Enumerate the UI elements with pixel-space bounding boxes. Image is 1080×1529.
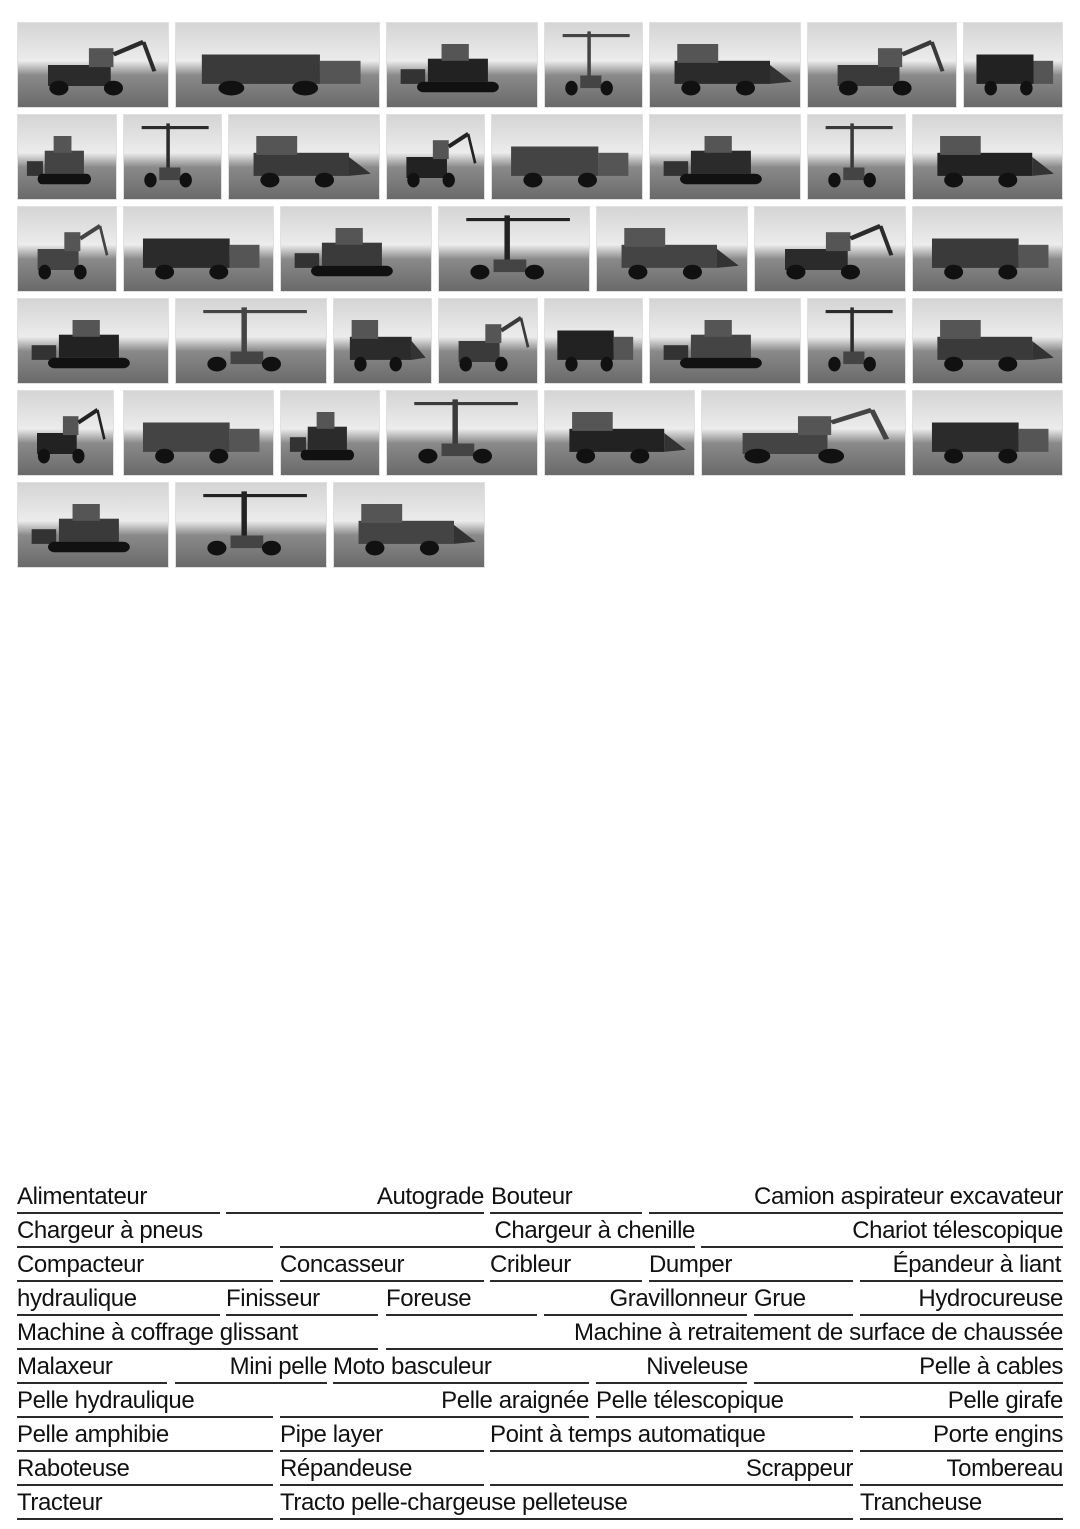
compactor-photo bbox=[123, 114, 222, 200]
index-term: Tombereau bbox=[946, 1455, 1063, 1482]
index-term: Chargeur à pneus bbox=[17, 1217, 203, 1244]
index-rule bbox=[544, 1314, 747, 1316]
index-term: Porte engins bbox=[933, 1421, 1063, 1448]
index-rule bbox=[280, 1246, 695, 1248]
index-rule bbox=[17, 1314, 220, 1316]
trencher-photo bbox=[333, 482, 485, 568]
index-rule bbox=[17, 1382, 167, 1384]
mini-excavator-photo bbox=[912, 206, 1063, 292]
telehandler-photo bbox=[17, 114, 117, 200]
index-term: Concasseur bbox=[280, 1251, 405, 1278]
index-term: Bouteur bbox=[491, 1183, 573, 1210]
crusher-photo bbox=[228, 114, 380, 200]
photo-grid bbox=[0, 0, 1080, 580]
index-rule bbox=[386, 1348, 1063, 1350]
index-term: Autograde bbox=[376, 1183, 484, 1210]
tractor-photo bbox=[17, 482, 169, 568]
index-rule bbox=[280, 1518, 853, 1520]
moto-dumper-photo bbox=[17, 298, 169, 384]
soil-stabilizer-photo bbox=[754, 206, 906, 292]
index-rule bbox=[280, 1280, 484, 1282]
backhoe-loader-photo bbox=[175, 482, 327, 568]
index-term: Hydrocureuse bbox=[918, 1285, 1063, 1312]
index-rule bbox=[280, 1450, 484, 1452]
index-term: Trancheuse bbox=[860, 1489, 982, 1516]
scraper-photo bbox=[701, 390, 906, 476]
index-rule bbox=[17, 1484, 273, 1486]
index-term: Tracto pelle-chargeuse pelleteuse bbox=[280, 1489, 628, 1516]
articulated-dump-truck-photo bbox=[912, 390, 1063, 476]
index-rule bbox=[754, 1382, 1063, 1384]
cold-planer-photo bbox=[386, 390, 538, 476]
index-term: Pelle hydraulique bbox=[17, 1387, 195, 1414]
index-rule bbox=[17, 1348, 378, 1350]
index-term: Pelle à cables bbox=[919, 1353, 1063, 1380]
index-term: Pelle araignée bbox=[441, 1387, 589, 1414]
dumper-truck-photo bbox=[491, 114, 643, 200]
index-term: hydraulique bbox=[17, 1285, 137, 1312]
index-term: Gravillonneur bbox=[609, 1285, 747, 1312]
index-rule bbox=[175, 1382, 327, 1384]
index-rule bbox=[490, 1212, 642, 1214]
index-rule bbox=[860, 1450, 1063, 1452]
index-rule bbox=[860, 1484, 1063, 1486]
index-term: Grue bbox=[754, 1285, 806, 1312]
autograde-machine-photo bbox=[175, 22, 380, 108]
index-rule bbox=[226, 1314, 378, 1316]
index-rule bbox=[860, 1280, 1063, 1282]
spreader-truck-photo bbox=[544, 390, 695, 476]
amphibious-excavator-photo bbox=[912, 298, 1063, 384]
index-term: Dumper bbox=[649, 1251, 732, 1278]
index-rule bbox=[860, 1518, 1063, 1520]
index-rule bbox=[17, 1450, 273, 1452]
index-rule bbox=[17, 1518, 273, 1520]
index-term: Scrappeur bbox=[745, 1455, 853, 1482]
drilling-rig-photo bbox=[912, 114, 1063, 200]
hydraulic-excavator-photo bbox=[438, 298, 538, 384]
index-term: Point à temps automatique bbox=[490, 1421, 766, 1448]
index-term: Raboteuse bbox=[17, 1455, 130, 1482]
index-term: Moto basculeur bbox=[333, 1353, 492, 1380]
index-rule bbox=[280, 1484, 484, 1486]
index-term: Pelle amphibie bbox=[17, 1421, 169, 1448]
index-term: Mini pelle bbox=[229, 1353, 327, 1380]
index-rule bbox=[596, 1382, 747, 1384]
index-term: Compacteur bbox=[17, 1251, 144, 1278]
index-rule bbox=[596, 1416, 853, 1418]
index-rule bbox=[490, 1450, 853, 1452]
bulldozer-photo bbox=[386, 22, 538, 108]
telescopic-excavator-photo bbox=[649, 298, 801, 384]
index-term: Pelle télescopique bbox=[596, 1387, 784, 1414]
wheel-loader-photo bbox=[807, 22, 957, 108]
index-term: Chargeur à chenille bbox=[494, 1217, 695, 1244]
index-term: Machine à retraitement de surface de chaussée bbox=[574, 1319, 1063, 1346]
index-term: Pelle girafe bbox=[947, 1387, 1063, 1414]
index-term: Camion aspirateur excavateur bbox=[754, 1183, 1063, 1210]
index-term: Malaxeur bbox=[17, 1353, 113, 1380]
index-rule bbox=[649, 1212, 1063, 1214]
slipform-machine-photo bbox=[438, 206, 590, 292]
index-term: Machine à coffrage glissant bbox=[17, 1319, 298, 1346]
index-rule bbox=[333, 1382, 589, 1384]
index-term: Foreuse bbox=[386, 1285, 472, 1312]
long-reach-excavator-photo bbox=[807, 298, 906, 384]
pipe-layer-photo bbox=[17, 390, 114, 476]
excavator-photo bbox=[386, 114, 485, 200]
road-recycler-photo bbox=[596, 206, 748, 292]
index-rule bbox=[649, 1280, 853, 1282]
index-rule bbox=[860, 1314, 1063, 1316]
low-loader-trailer-photo bbox=[280, 390, 380, 476]
index-rule bbox=[490, 1280, 642, 1282]
track-loader-photo bbox=[963, 22, 1063, 108]
index-term: Niveleuse bbox=[646, 1353, 748, 1380]
index-rule bbox=[17, 1246, 273, 1248]
index-term: Cribleur bbox=[490, 1251, 571, 1278]
spider-excavator-photo bbox=[544, 298, 643, 384]
hydrocleaning-truck-photo bbox=[280, 206, 432, 292]
motor-grader-photo bbox=[175, 298, 327, 384]
vacuum-excavator-truck-photo bbox=[649, 22, 801, 108]
index-rule bbox=[17, 1416, 273, 1418]
index-rule bbox=[490, 1484, 853, 1486]
index-rule bbox=[701, 1246, 1063, 1248]
index-rule bbox=[754, 1314, 853, 1316]
index-rule bbox=[860, 1416, 1063, 1418]
concrete-mixer-truck-photo bbox=[123, 390, 274, 476]
index-term: Chariot télescopique bbox=[852, 1217, 1063, 1244]
crawler-dozer-photo bbox=[544, 22, 643, 108]
tipper-truck-photo bbox=[17, 206, 117, 292]
index-term: Tracteur bbox=[17, 1489, 103, 1516]
asphalt-paver-photo bbox=[807, 114, 906, 200]
index-rule bbox=[280, 1416, 589, 1418]
index-rule bbox=[17, 1280, 273, 1282]
index-term: Répandeuse bbox=[280, 1455, 413, 1482]
binder-spreader-photo bbox=[649, 114, 801, 200]
index-term: Pipe layer bbox=[280, 1421, 383, 1448]
index-term: Finisseur bbox=[226, 1285, 320, 1312]
tower-crane-photo bbox=[123, 206, 274, 292]
index-term: Épandeur à liant bbox=[892, 1251, 1061, 1278]
index-rule bbox=[386, 1314, 537, 1316]
index-term: Alimentateur bbox=[17, 1183, 147, 1210]
index-rule bbox=[17, 1212, 220, 1214]
index-rule bbox=[226, 1212, 484, 1214]
feeder-machine-photo bbox=[17, 22, 169, 108]
cable-shovel-photo bbox=[333, 298, 432, 384]
